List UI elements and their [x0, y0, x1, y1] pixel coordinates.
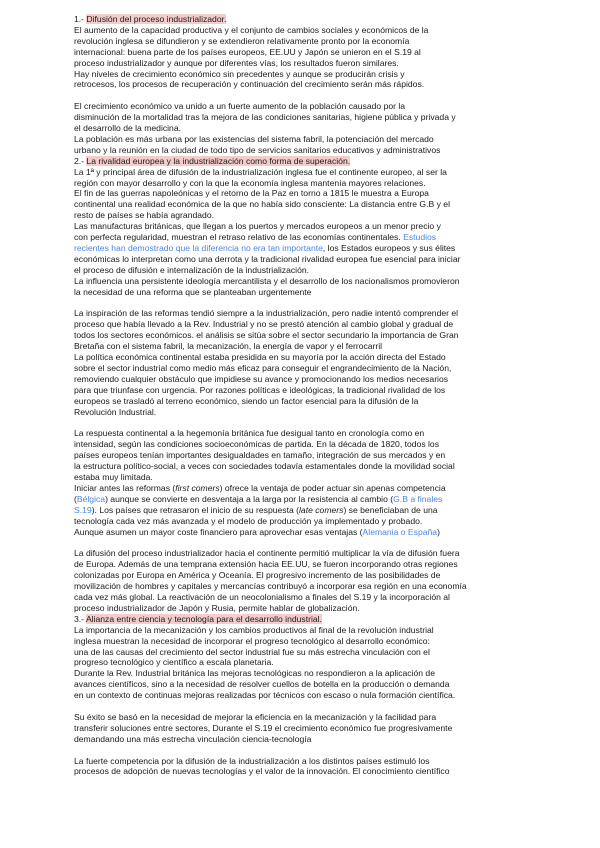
text-run: Durante la Rev. Industrial británica las mejoras tecnológicas no respondieron a la aplicación de	[74, 668, 435, 679]
text-run: el desarrollo de la medicina.	[74, 123, 182, 134]
text-run: , los Estados europeos y sus élites	[322, 243, 456, 254]
text-run: progreso tecnológico y científico a escala planetaria.	[74, 657, 274, 668]
text-run: )	[437, 526, 440, 537]
text-line	[74, 308, 574, 319]
text-run: El aumento de la capacidad productiva y el conjunto de cambios sociales y económicos de la	[74, 24, 429, 35]
text-line	[74, 232, 574, 243]
text-run: removiendo cualquier obstáculo que impidiese su avance y promocionando los medios necesarios	[74, 373, 449, 384]
text-line	[74, 483, 574, 494]
reference-note: G.B a finales	[393, 493, 443, 504]
text-line	[74, 352, 574, 363]
text-run: La difusión del proceso industrializador hacia el continente permitió multiplicar la vía de difusión fuera	[74, 548, 460, 559]
text-run: colonizadas por Europa en América y Oceanía. El progresivo incremento de las posibilidades de	[74, 570, 441, 581]
text-run: La respuesta continental a la hegemonía británica fue desigual tanto en cronología como en	[74, 428, 425, 439]
text-line	[74, 494, 574, 505]
text-run: la estructura político-social, a veces con sociedades todavía estamentales donde la movilidad social	[74, 461, 455, 472]
text-line	[74, 243, 574, 254]
text-line	[74, 625, 574, 636]
text-run: ) aunque se convierte en desventaja a la larga por la resistencia al cambio (	[105, 493, 394, 504]
text-line	[74, 319, 574, 330]
text-run: el proceso de difusión e internalización de la industrialización.	[74, 264, 310, 275]
paragraph-gap	[74, 701, 574, 712]
text-line	[74, 581, 574, 592]
text-run: La población es más urbana por las existencias del sistema fabril, la potenciación del mercado	[74, 133, 434, 144]
text-run: cada vez más global. La reactivación de un neocolonialismo a finales del S.19 y la incorporación al	[74, 591, 450, 602]
text-run: Las manufacturas británicas, que llegan a los puertos y mercados europeos a un menor precio y	[74, 221, 441, 232]
text-run: intensidad, según las condiciones socioeconómicas de partida. En la década de 1820, todos los	[74, 439, 439, 450]
text-line	[74, 178, 574, 189]
text-run: tecnología cada vez más avanzada y el modelo de producción ya implementado y probado.	[74, 515, 423, 526]
text-line	[74, 428, 574, 439]
text-line	[74, 472, 574, 483]
text-line	[74, 156, 574, 167]
text-line	[74, 559, 574, 570]
text-line	[74, 636, 574, 647]
text-run: retrocesos, los procesos de recuperación y continuación del crecimiento serán más rápidos.	[74, 79, 425, 90]
text-line	[74, 668, 574, 679]
text-run: urbano y la reunión en la ciudad de todo tipo de servicios sanitarios educativos y administrativos	[74, 144, 441, 155]
text-run: la necesidad de una reforma que se planteaban urgentemente	[74, 286, 312, 297]
text-line	[74, 396, 574, 407]
text-line	[74, 592, 574, 603]
text-run: movilización de hombres y capitales y mercancías contribuyó a incorporar esa región en una economía	[74, 581, 467, 592]
text-run: para que triunfase con urgencia. Por razones políticas e ideológicas, la tradicional rivalidad de los	[74, 384, 446, 395]
text-run: 3.-	[74, 613, 86, 624]
text-line	[74, 548, 574, 559]
text-run: demandando una más estrecha vinculación ciencia-tecnología	[74, 733, 312, 744]
highlighted-heading: Difusión del proceso industrializador.	[86, 14, 227, 24]
italic-term: first comers	[175, 482, 220, 493]
text-line	[74, 734, 574, 745]
italic-term: late comers	[299, 504, 344, 515]
text-line	[74, 79, 574, 90]
text-line	[74, 766, 574, 777]
paragraph-gap	[74, 537, 574, 548]
text-line	[74, 36, 574, 47]
text-line	[74, 69, 574, 80]
text-line	[74, 188, 574, 199]
text-line	[74, 614, 574, 625]
text-line	[74, 221, 574, 232]
text-run: Bretaña con el sistema fabril, la mecanización, la energía de vapor y el ferrocarril	[74, 341, 383, 352]
text-line	[74, 363, 574, 374]
text-run: estaba muy limitada.	[74, 472, 153, 483]
text-run: revolución inglesa se difundieron y se extendieron relativamente pronto por la economía	[74, 35, 410, 46]
paragraph-gap	[74, 298, 574, 309]
text-run: proceso que había llevado a la Rev. Industrial y no se prestó atención al cambio global y gradual de	[74, 319, 454, 330]
text-line	[74, 25, 574, 36]
text-run: proceso industrializador y aunque por diferentes vías, los resultados fueron similares.	[74, 57, 399, 68]
text-line	[74, 570, 574, 581]
reference-note: Bélgica	[76, 493, 106, 504]
text-run: continental una realidad económica de la que no había sido consciente: La distancia entre G.B y el	[74, 199, 450, 210]
text-run: 1.-	[74, 14, 87, 24]
text-line	[74, 123, 574, 134]
text-run: sobre el sector industrial como medio más eficaz para conseguir el engrandecimiento de la Nación,	[74, 362, 452, 373]
reference-note: recientes han demostrado que la diferencia no era tan importante	[74, 243, 323, 254]
text-line	[74, 14, 574, 25]
text-run: La fuerte competencia por la difusión de la industrialización a los distintos países estimuló los	[74, 755, 430, 766]
text-line	[74, 690, 574, 701]
text-run: Aunque asumen un mayor coste financiero para aprovechar esas ventajas (	[74, 526, 363, 537]
text-run: El fin de las guerras napoleónicas y el retorno de la Paz en torno a 1815 le muestra a Europa	[74, 188, 429, 199]
text-line	[74, 145, 574, 156]
text-run: inglesa muestran la necesidad de incorporar el progreso tecnológico al desarrollo económico:	[74, 635, 430, 646]
text-line	[74, 527, 574, 538]
text-line	[74, 603, 574, 614]
text-run: avances científicos, sino a la necesidad de resolver cuellos de botella en la producción o demanda	[74, 679, 450, 690]
text-line	[74, 254, 574, 265]
text-run: económicas lo interpretan como una derrota y la tradicional rivalidad europea fue esencial para iniciar	[74, 253, 461, 264]
text-line	[74, 167, 574, 178]
text-line	[74, 516, 574, 527]
text-line	[74, 101, 574, 112]
text-run: disminución de la mortalidad tras la mejora de las condiciones sanitarias, higiene pública y privada y	[74, 112, 456, 123]
text-run: con perfecta regularidad, muestran el retraso relativo de las economías continentales.	[74, 232, 404, 243]
text-line	[74, 112, 574, 123]
text-line	[74, 276, 574, 287]
text-line	[74, 647, 574, 658]
text-run: 2.-	[74, 155, 87, 166]
text-run: La inspiración de las reformas tendió siempre a la industrialización, pero nadie intentó comprender el	[74, 308, 459, 319]
text-line	[74, 712, 574, 723]
reference-note: Estudios	[403, 232, 437, 243]
text-run: ) se beneficiaban de una	[343, 504, 438, 515]
text-run: todos los sectores económicos. el análisis se sitúa sobre el sector secundario la importancia de Gran	[74, 330, 459, 341]
text-run: La influencia una persistente ideología mercantilista y el desarrollo de los nacionalismos promovieron	[74, 275, 460, 286]
text-run: europeos se trasladó al terreno económico, siendo un factor esencial para la difusión de la	[74, 395, 419, 406]
highlighted-heading: La rivalidad europea y la industrialización como forma de superación.	[86, 155, 351, 166]
text-line	[74, 210, 574, 221]
text-run: El crecimiento económico va unido a un fuerte aumento de la población causado por la	[74, 101, 406, 112]
text-run: región con mayor desarrollo y con la que la economía inglesa mantenía mayores relaciones.	[74, 177, 426, 188]
text-line	[74, 407, 574, 418]
text-line	[74, 657, 574, 668]
text-run: internacional: buena parte de los países europeos, EE.UU y Japón se unieron en el S.19 al	[74, 46, 421, 57]
text-run: transferir soluciones entre sectores, Durante el S.19 el crecimiento económico fue progresivamente	[74, 722, 453, 733]
text-line	[74, 505, 574, 516]
text-line	[74, 341, 574, 352]
text-run: procesos de adopción de nuevas tecnologías y el valor de la innovación. El conocimiento científico	[74, 766, 450, 777]
text-run: Iniciar antes las reformas (	[74, 482, 176, 493]
text-line	[74, 287, 574, 298]
text-line	[74, 756, 574, 767]
text-line	[74, 450, 574, 461]
text-run: La importancia de la mecanización y los cambios productivos al final de la revolución industrial	[74, 624, 434, 635]
text-run: La política económica continental estaba presidida en su mayoría por la acción directa del Estado	[74, 352, 446, 363]
paragraph-gap	[74, 90, 574, 101]
highlighted-heading: Alianza entre ciencia y tecnología para el desarrollo industrial.	[85, 613, 322, 624]
text-run: ) ofrece la ventaja de poder actuar sin apenas competencia	[219, 482, 446, 493]
text-line	[74, 265, 574, 276]
text-line	[74, 723, 574, 734]
reference-note: Alemania o España	[362, 526, 438, 537]
text-run: resto de países se había agrandado.	[74, 210, 214, 221]
text-run: países europeos tenían importantes desigualdades en tamaño, integración de sus mercados y en	[74, 450, 446, 461]
text-line	[74, 330, 574, 341]
text-run: proceso industrializador de Japón y Rusia, permite hablar de globalización.	[74, 602, 360, 613]
text-line	[74, 374, 574, 385]
text-run: Revolución Industrial.	[74, 406, 157, 417]
text-line	[74, 439, 574, 450]
text-run: (	[74, 493, 77, 504]
text-line	[74, 58, 574, 69]
text-run: Hay niveles de crecimiento económico sin precedentes y aunque se producirán crisis y	[74, 68, 405, 79]
text-run: una de las causas del crecimiento del sector industrial fue su más estrecha vinculación con el	[74, 646, 430, 657]
text-line	[74, 461, 574, 472]
text-run: ). Los países que retrasaron el inicio de su respuesta (	[91, 504, 300, 515]
text-run: en un contexto de continuas mejoras realizadas por técnicos con escaso o nula formación científica.	[74, 690, 456, 701]
text-line	[74, 47, 574, 58]
text-line	[74, 134, 574, 145]
text-run: La 1ª y principal área de difusión de la industrialización inglesa fue el continente europeo, al ser la	[74, 166, 447, 177]
text-run: Su éxito se basó en la necesidad de mejorar la eficiencia en la mecanización y la facilidad para	[74, 711, 437, 722]
text-line	[74, 679, 574, 690]
text-line	[74, 199, 574, 210]
paragraph-gap	[74, 418, 574, 429]
paragraph-gap	[74, 745, 574, 756]
text-line	[74, 385, 574, 396]
text-run: de Europa. Además de una temprana extensión hacia EE.UU, se fueron incorporando otras regiones	[74, 559, 458, 570]
reference-note: S.19	[74, 504, 92, 515]
